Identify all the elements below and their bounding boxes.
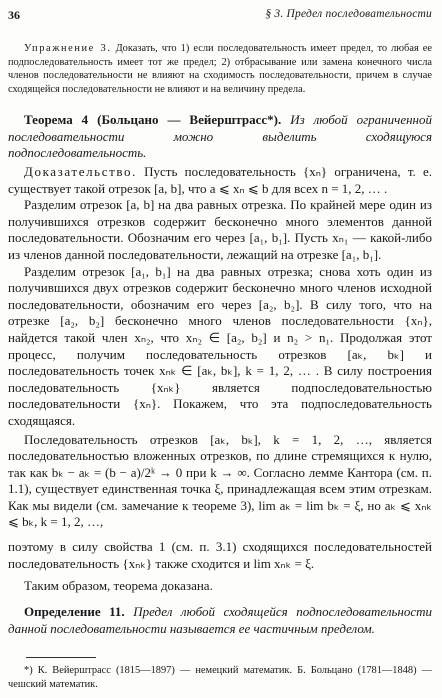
footnote-rule — [26, 657, 96, 658]
proof-label: Доказательство. — [24, 164, 137, 179]
exercise-text: Доказать, что 1) если последовательность имеет предел, то любая ее подпоследовательность имеет тот же предел; 2) отбрасывание или замена конечного числа членов последовательности не влияют на сходимость последовательности, причем в случае сходящейся последовательности не влияют и на величину предела. — [8, 43, 432, 95]
theorem-label: Теорема 4 (Больцано — Вейерштрасс*). — [24, 112, 282, 127]
proof-block — [8, 164, 432, 595]
footnote — [8, 664, 432, 691]
proof-paragraph-6: Таким образом, теорема доказана. — [24, 578, 213, 594]
definition-block — [8, 604, 432, 637]
proof-paragraph-3: Разделим отрезок [a₁, b₁] на два равных отрезка; снова хоть один из получившихся двух отрезков содержит бесконечно много членов исходной последовательности, обозначим его через [a₂, b₂]. В силу того, что на отрезке [a₂, b₂] бесконечно много членов последовательности {xₙ}, найдется такой член xₙ₂, что xₙ₂ ∈ [a₂, b₂] и n₂ > n₁. Продолжая этот процесс, получим последовательность отрезков [aₖ, bₖ] и последовательность точек xₙₖ ∈ [aₖ, bₖ], k = 1, 2, … . В силу построения последовательность {xₙₖ} является подпоследовательностью последовательности {xₙ}. Покажем, что эта подпоследовательность сходящаяся. — [8, 263, 432, 428]
definition-text: Предел любой сходящейся подпоследовательности данной последовательности называется ее частичным пределом. — [8, 604, 433, 636]
page-number: 36 — [8, 8, 20, 22]
theorem-block — [8, 112, 432, 162]
exercise-block — [8, 42, 432, 96]
running-title: § 3. Предел последовательности — [265, 8, 432, 20]
theorem-text: Из любой ограниченной последовательности можно выделить сходящуюся подпоследовательность. — [8, 112, 432, 161]
proof-paragraph-5: поэтому в силу свойства 1 (см. п. 3.1) сходящихся последовательностей последовательность {xₙₖ} также сходится и lim xₙₖ = ξ. — [8, 539, 432, 571]
exercise-label: Упражнение 3. — [24, 43, 112, 54]
page-header — [8, 8, 432, 24]
footnote-text: *) К. Вейерштрасс (1815—1897) — немецкий математик. Б. Больцано (1781—1848) — чешский математик. — [8, 665, 432, 690]
proof-paragraph-2: Разделим отрезок [a, b] на два равных отрезка. По крайней мере один из получившихся отрезков содержит бесконечно много элементов данной последовательности. Обозначим его через [a₁, b₁]. Пусть xₙ₁ — какой-либо из членов данной последовательности, лежащий на отрезке [a₁, b₁]. — [8, 197, 432, 262]
proof-paragraph-4: Последовательность отрезков [aₖ, bₖ], k = 1, 2, …, является последовательностью вложенных отрезков, по длине стремящихся к нулю, так как bₖ − aₖ = (b − a)/2ᵏ → 0 при k → ∞. Согласно лемме Кантора (см. п. 1.1), существует единственная точка ξ, принадлежащая всем этим отрезкам. Как мы видели (см. замечание к теореме 3), lim aₖ = lim bₖ = ξ, но aₖ ⩽ xₙₖ ⩽ bₖ, k = 1, 2, …, — [8, 431, 432, 530]
definition-label: Определение 11. — [24, 604, 125, 619]
proof-paragraph-1: Пусть последовательность {xₙ} ограничена, т. е. существует такой отрезок [a, b], что a ⩽ xₙ ⩽ b для всех n = 1, 2, … . — [8, 164, 432, 196]
